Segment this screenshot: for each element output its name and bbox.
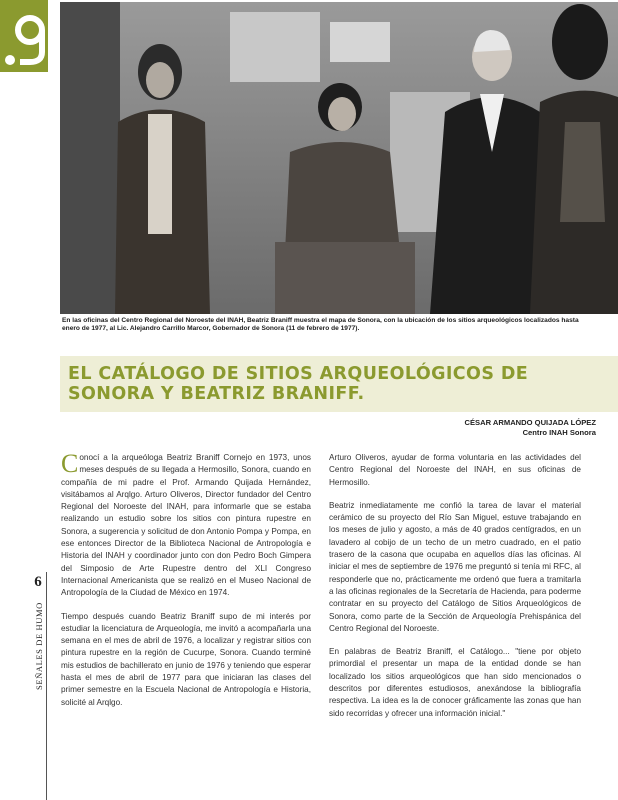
section-label: SEÑALES DE HUMO: [34, 602, 44, 690]
drop-cap: C: [61, 449, 79, 478]
sidebar-divider: [46, 572, 47, 800]
paragraph: Arturo Oliveros, ayudar de forma voluntaria en las actividades del Centro Regional del Noroeste del INAH, en sus oficinas de Hermosillo.: [329, 453, 581, 487]
magazine-logo: [0, 0, 48, 72]
paragraph-text: onocí a la arqueóloga Beatriz Braniff Cornejo en 1973, unos meses después de su llegada a Hermosillo, Sonora, cuando en compañía de mi padre el Prof. Armando Quijada Hernández, visitábamos al Arqlgo. Arturo Oliveros, Director fundador del Centro Regional del Noroeste del INAH, para informarle que se estaba realizando un estudio sobre los sitios con pintura rupestre en Sonora, a sugerencia y solicitud de don Antonio Pompa y Pompa, en ese entonces Director de la Biblioteca Nacional de Antropología e Historia del INAH y coordinador junto con don Pedro Boch Gimpera del Simposio de Arte Rupestre dentro del XLI Congreso Internacional Americanista que se realizó en el Museo Nacional de Antropología de la Ciudad de México en 1974.: [61, 453, 311, 598]
article-title: EL CATÁLOGO DE SITIOS ARQUEOLÓGICOS DE SONORA Y BEATRIZ BRANIFF.: [68, 364, 529, 404]
author-block: [465, 418, 597, 438]
paragraph: [61, 449, 311, 600]
paragraph: Beatriz inmediatamente me confió la tarea de lavar el material cerámico de su proyecto del Río San Miguel, estuve trabajando en los meses de julio y agosto, a más de 40 grados centígrados, en un lavadero al cobijo de un techo de un metro cuadrado, en el patio trasero de la casona que ocupaba en aquellos días las oficinas. Al iniciar el mes de septiembre de 1976 me preguntó si tenía mi RFC, al responderle que no, prácticamente me ordenó que fuera a tramitarla a las oficinas regionales de la Secretaría de Hacienda, para poderme contratar en su proyecto del Catálogo de Sitios Arqueológicos de Sonora, como parte de la Sección de Arqueología Prehispánica del Centro Regional del Noroeste.: [329, 500, 581, 633]
page-number: 6: [34, 574, 42, 590]
paragraph: En palabras de Beatriz Braniff, el Catálogo... "tiene por objeto primordial el presentar un mapa de la entidad donde se han localizado los sitios arqueológicos que han sido mencionados o descritos por diferentes estudiosos, anexándose la bibliografía respectiva. La idea es la de conocer gráficamente las zonas que han sido recorridas y ofrecer una información inicial.": [329, 647, 581, 718]
logo-glyph-icon: [0, 0, 48, 72]
text-column-right: [329, 452, 581, 731]
paragraph: Tiempo después cuando Beatriz Braniff supo de mi interés por estudiar la licenciatura de Arqueología, me invitó a acompañarla una semana en el mes de abril de 1976, a localizar y registrar sitios con pintura rupestre en la región de Cucurpe, Sonora. Cuando terminé mis estudios de bachillerato en junio de 1976 y teniendo que esperar hasta el mes de abril de 1977 para que iniciaran las clases del primer semestre en la Escuela Nacional de Antropología e Historia, solicité al Arqlgo.: [61, 611, 311, 707]
text-column-left: [61, 449, 311, 720]
author-affiliation: Centro INAH Sonora: [522, 428, 596, 437]
historic-photo: [60, 2, 618, 314]
photo-caption: En las oficinas del Centro Regional del Noroeste del INAH, Beatriz Braniff muestra el mapa de Sonora, con la ubicación de los sitios arqueológicos localizados hasta enero de 1977, al Lic. Alejandro Carrillo Marcor, Gobernador de Sonora (11 de febrero de 1977).: [62, 317, 579, 333]
author-name: CÉSAR ARMANDO QUIJADA LÓPEZ: [464, 418, 596, 427]
